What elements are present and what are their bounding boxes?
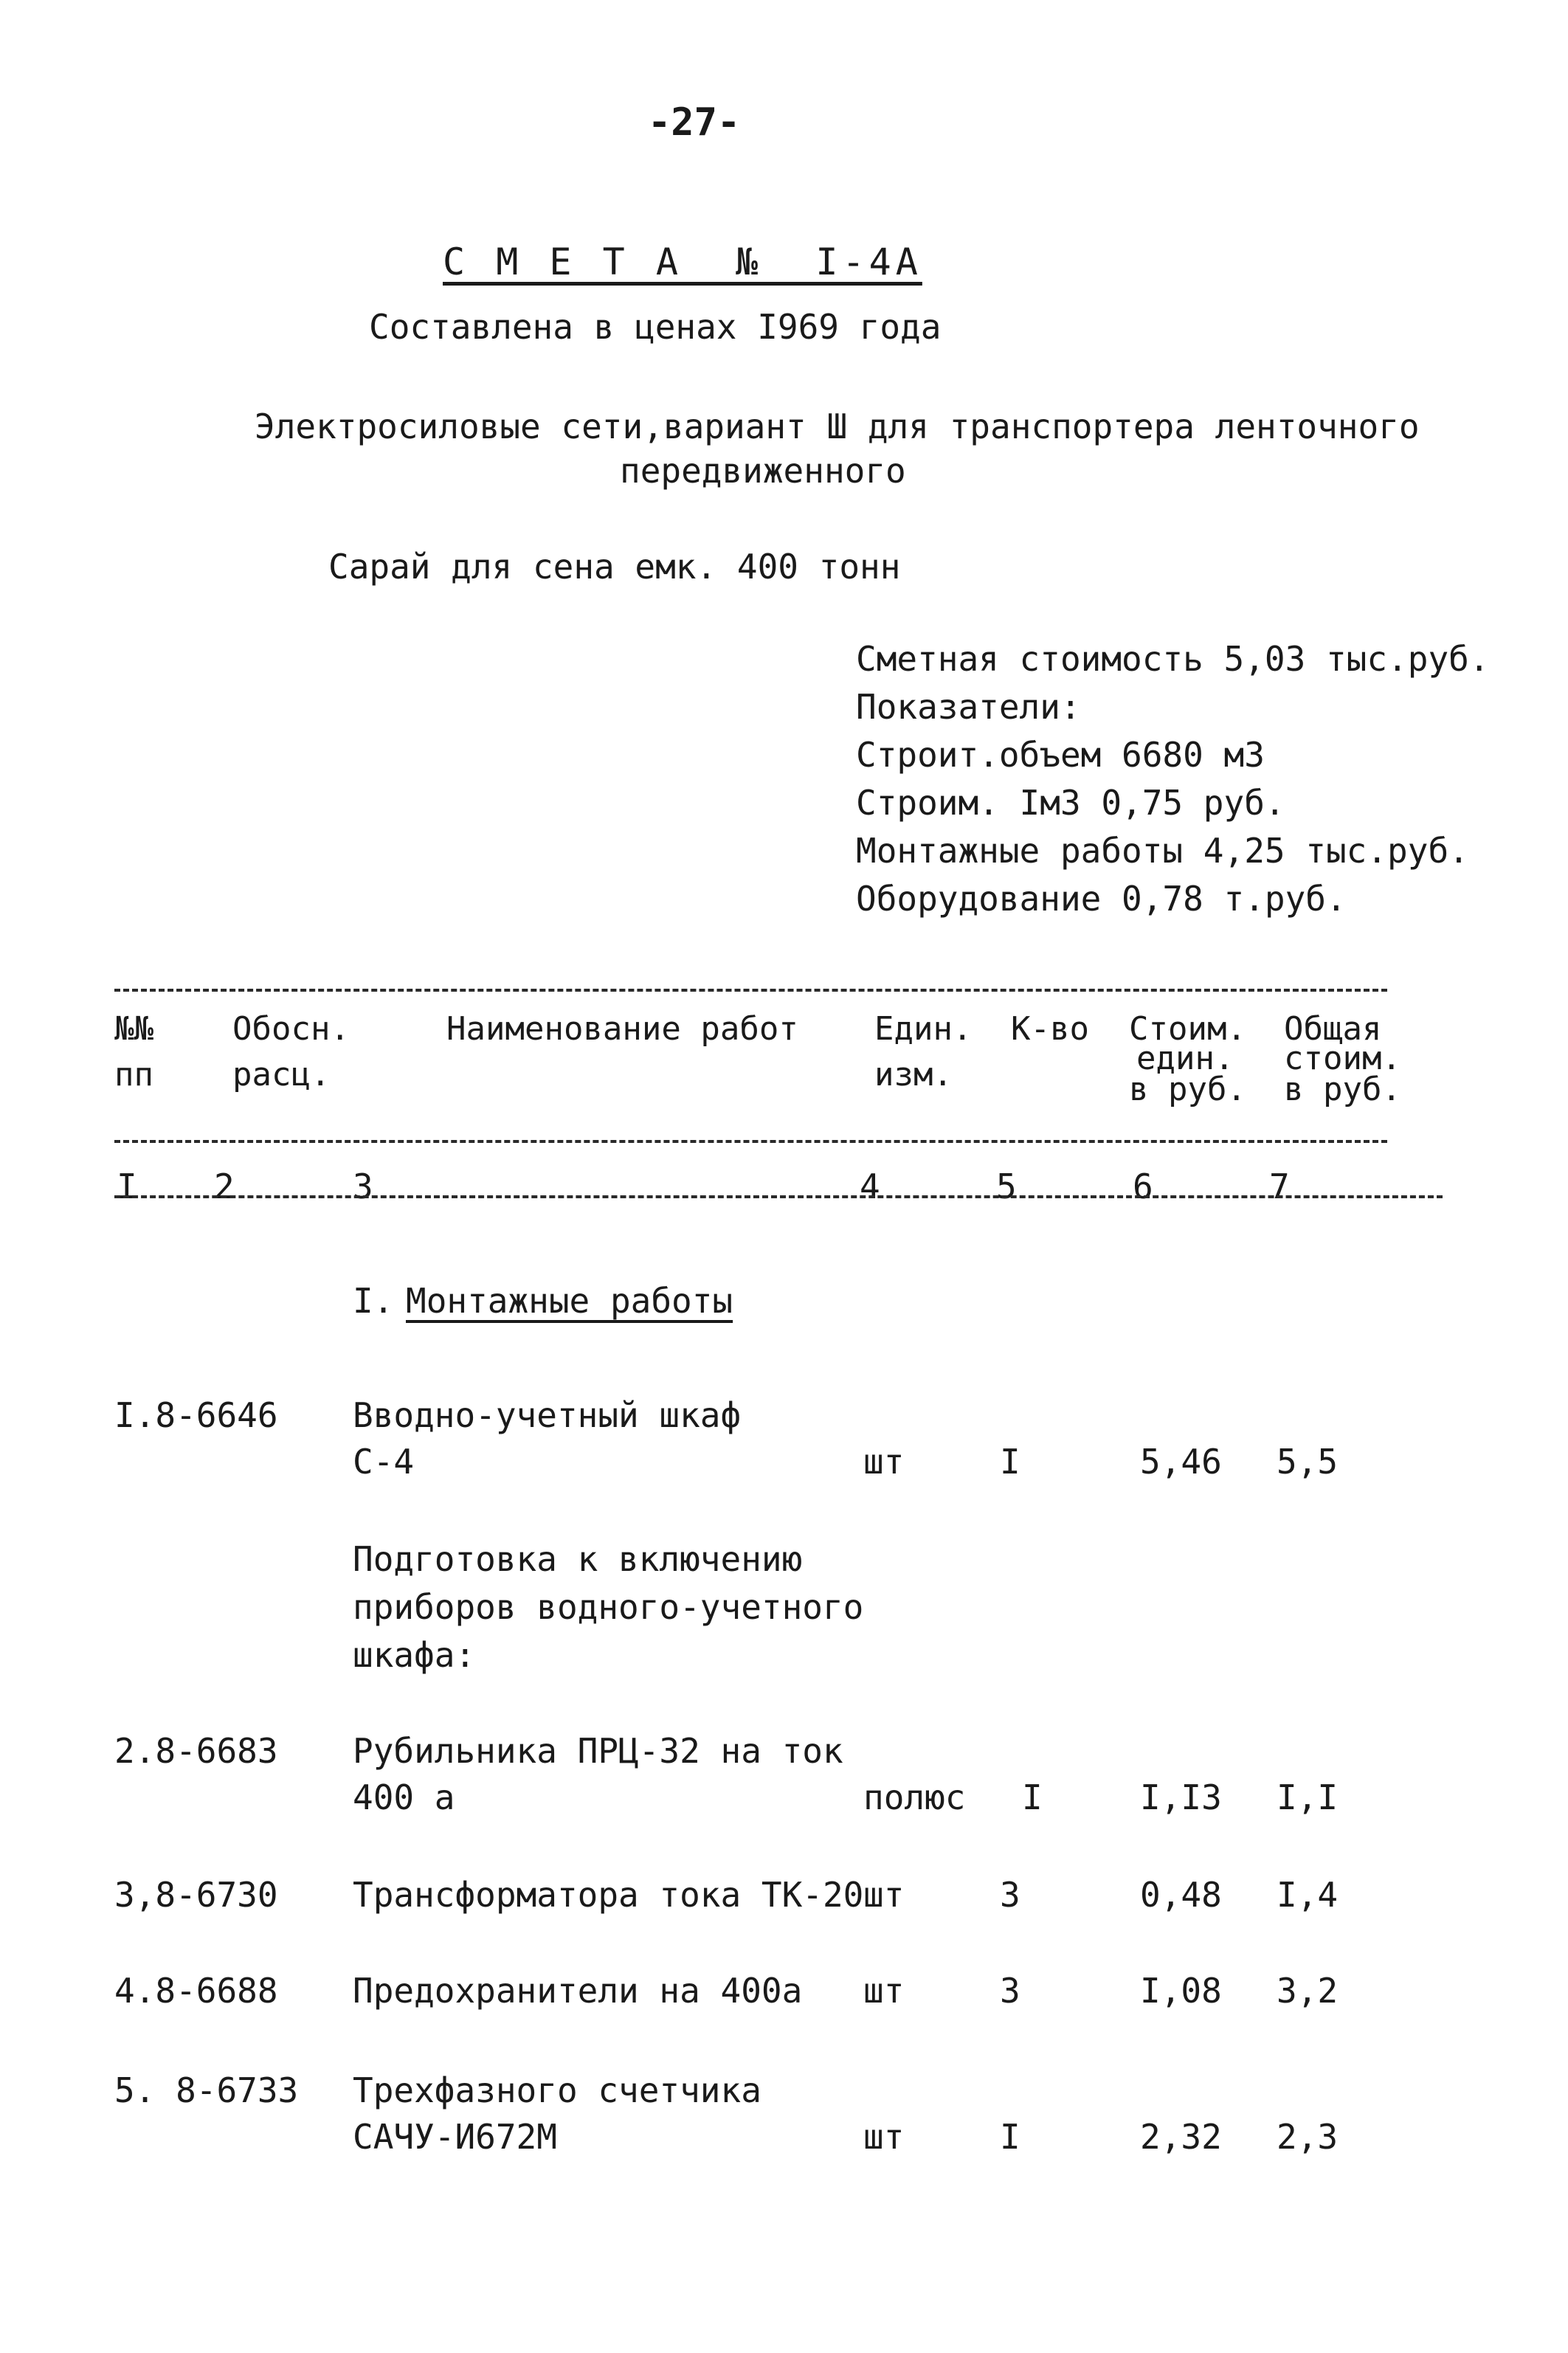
row-unit: шт (863, 2117, 905, 2157)
header-col1-sub: пп (114, 1056, 153, 1093)
row-ref: 4.8-6688 (114, 1971, 278, 2011)
row-name-cont: С-4 (353, 1442, 415, 1482)
header-col1: №№ (114, 1010, 153, 1048)
row-unit: полюс (863, 1777, 966, 1817)
row-name: Трансформатора тока ТК-20 (353, 1875, 864, 1915)
row-unit-cost: 2,32 (1140, 2117, 1222, 2157)
row-unit-cost: I,I3 (1140, 1777, 1222, 1817)
row-name: Вводно-учетный шкаф (353, 1395, 742, 1435)
column-number-5: 5 (996, 1167, 1017, 1206)
row-name-cont: 400 а (353, 1777, 455, 1817)
row-total: I,4 (1277, 1875, 1339, 1915)
row-unit: шт (863, 1971, 905, 2011)
note-line: Подготовка к включению (353, 1539, 803, 1579)
row-ref: 3,8-6730 (114, 1875, 278, 1915)
cost-per-m3: Строим. Iм3 0,75 руб. (856, 783, 1285, 823)
header-col6-sub2: в руб. (1129, 1071, 1246, 1108)
row-unit: шт (863, 1442, 905, 1482)
header-col7-sub2: в руб. (1284, 1071, 1401, 1108)
header-col2: Обосн. (232, 1010, 350, 1048)
column-number-2: 2 (214, 1167, 235, 1206)
note-line: шкафа: (353, 1635, 476, 1675)
row-unit-cost: 5,46 (1140, 1442, 1222, 1482)
row-ref: I.8-6646 (114, 1395, 278, 1435)
row-ref: 5. 8-6733 (114, 2070, 299, 2110)
header-col3: Наименование работ (446, 1010, 798, 1048)
row-total: 3,2 (1277, 1971, 1339, 2011)
project-description-line2: передвиженного (620, 451, 906, 491)
column-number-4: 4 (860, 1167, 880, 1206)
row-qty: 3 (1000, 1875, 1020, 1915)
installation-cost: Монтажные работы 4,25 тыс.руб. (856, 831, 1469, 871)
header-col5: К-во (1011, 1010, 1089, 1048)
object-name: Сарай для сена емк. 400 тонн (328, 547, 901, 587)
row-name: Трехфазного счетчика (353, 2070, 761, 2110)
column-number-1: I (117, 1167, 137, 1206)
header-col6: Стоим. (1129, 1010, 1246, 1048)
building-volume: Строит.объем 6680 м3 (856, 735, 1265, 775)
column-number-7: 7 (1269, 1167, 1290, 1206)
row-unit-cost: 0,48 (1140, 1875, 1222, 1915)
header-top-rule (114, 989, 1387, 992)
row-name: Предохранители на 400а (353, 1971, 803, 2011)
row-qty: I (1000, 1442, 1020, 1482)
row-qty: 3 (1000, 1971, 1020, 2011)
row-ref: 2.8-6683 (114, 1731, 278, 1771)
row-qty: I (1022, 1777, 1043, 1817)
estimate-title: С М Е Т А № I-4А (443, 241, 922, 283)
row-unit-cost: I,08 (1140, 1971, 1222, 2011)
column-number-6: 6 (1133, 1167, 1153, 1206)
page-number: -27- (648, 100, 741, 145)
row-name: Рубильника ПРЦ-32 на ток (353, 1731, 843, 1771)
row-total: 2,3 (1277, 2117, 1339, 2157)
note-line: приборов водного-учетного (353, 1587, 864, 1627)
project-description-line1: Электросиловые сети,вариант Ш для транспортера ленточного (255, 407, 1420, 446)
estimate-subtitle: Составлена в ценах I969 года (369, 307, 942, 347)
row-unit: шт (863, 1875, 905, 1915)
column-number-3: 3 (353, 1167, 373, 1206)
row-qty: I (1000, 2117, 1020, 2157)
section-title: Монтажные работы (406, 1281, 733, 1321)
header-col6-sub: един. (1136, 1040, 1234, 1077)
row-name-cont: САЧУ-И672М (353, 2117, 557, 2157)
estimated-cost: Сметная стоимость 5,03 тыс.руб. (856, 639, 1490, 679)
indicators-label: Показатели: (856, 687, 1081, 727)
header-col4-sub: изм. (874, 1056, 953, 1093)
equipment-cost: Оборудование 0,78 т.руб. (856, 879, 1347, 919)
row-total: 5,5 (1277, 1442, 1339, 1482)
header-col7: Общая (1284, 1010, 1382, 1048)
column-numbers-rule (114, 1195, 1443, 1198)
header-col4: Един. (874, 1010, 973, 1048)
section-number: I. (353, 1281, 394, 1321)
row-total: I,I (1277, 1777, 1339, 1817)
header-col2-sub: расц. (232, 1056, 331, 1093)
header-col7-sub: стоим. (1284, 1040, 1401, 1077)
header-bottom-rule (114, 1140, 1387, 1143)
